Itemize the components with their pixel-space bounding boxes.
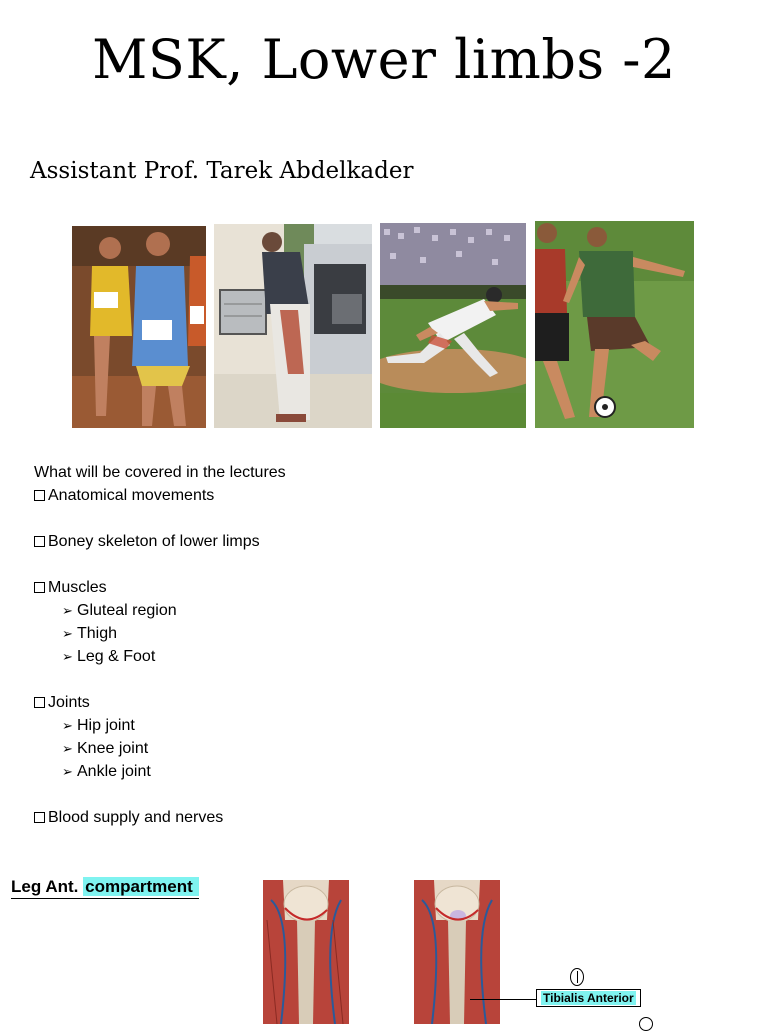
arrow-bullet-icon: ➢ [62, 764, 73, 779]
outline-intro: What will be covered in the lectures [34, 464, 286, 481]
lecture-outline [34, 461, 286, 829]
section-heading: Leg Ant. compartment [11, 877, 199, 899]
outline-subitem: ➢ Knee joint [34, 737, 286, 760]
marker-2-icon [639, 1017, 653, 1031]
leg-anatomy-illustration [414, 880, 500, 1024]
author-name: Assistant Prof. Tarek Abdelkader [30, 158, 414, 184]
outline-subitem: ➢ Leg & Foot [34, 645, 286, 668]
arrow-bullet-icon: ➢ [62, 649, 73, 664]
outline-item: Boney skeleton of lower limps [34, 530, 286, 553]
outline-subitem: ➢ Gluteal region [34, 599, 286, 622]
leg-anatomy-illustration [263, 880, 349, 1024]
arrow-bullet-icon: ➢ [62, 603, 73, 618]
outline-item: Blood supply and nerves [34, 806, 286, 829]
arrow-bullet-icon: ➢ [62, 626, 73, 641]
lifting-photo [214, 224, 372, 428]
outline-item: Anatomical movements [34, 484, 286, 507]
callout-pointer-line [470, 999, 536, 1000]
runners-photo [72, 226, 206, 428]
checkbox-icon [34, 490, 45, 501]
highlighted-word: compartment [83, 877, 199, 896]
soccer-photo [535, 221, 694, 428]
checkbox-icon [34, 697, 45, 708]
outline-item: Joints [34, 691, 286, 714]
outline-subitem: ➢ Hip joint [34, 714, 286, 737]
outline-item: Muscles [34, 576, 286, 599]
marker-1-icon [570, 968, 584, 986]
arrow-bullet-icon: ➢ [62, 718, 73, 733]
checkbox-icon [34, 536, 45, 547]
pitcher-photo [380, 223, 526, 428]
outline-subitem: ➢ Thigh [34, 622, 286, 645]
page-title: MSK, Lower limbs -2 [92, 28, 676, 91]
checkbox-icon [34, 582, 45, 593]
arrow-bullet-icon: ➢ [62, 741, 73, 756]
tibialis-anterior-label: Tibialis Anterior [536, 989, 641, 1007]
outline-subitem: ➢ Ankle joint [34, 760, 286, 783]
checkbox-icon [34, 812, 45, 823]
